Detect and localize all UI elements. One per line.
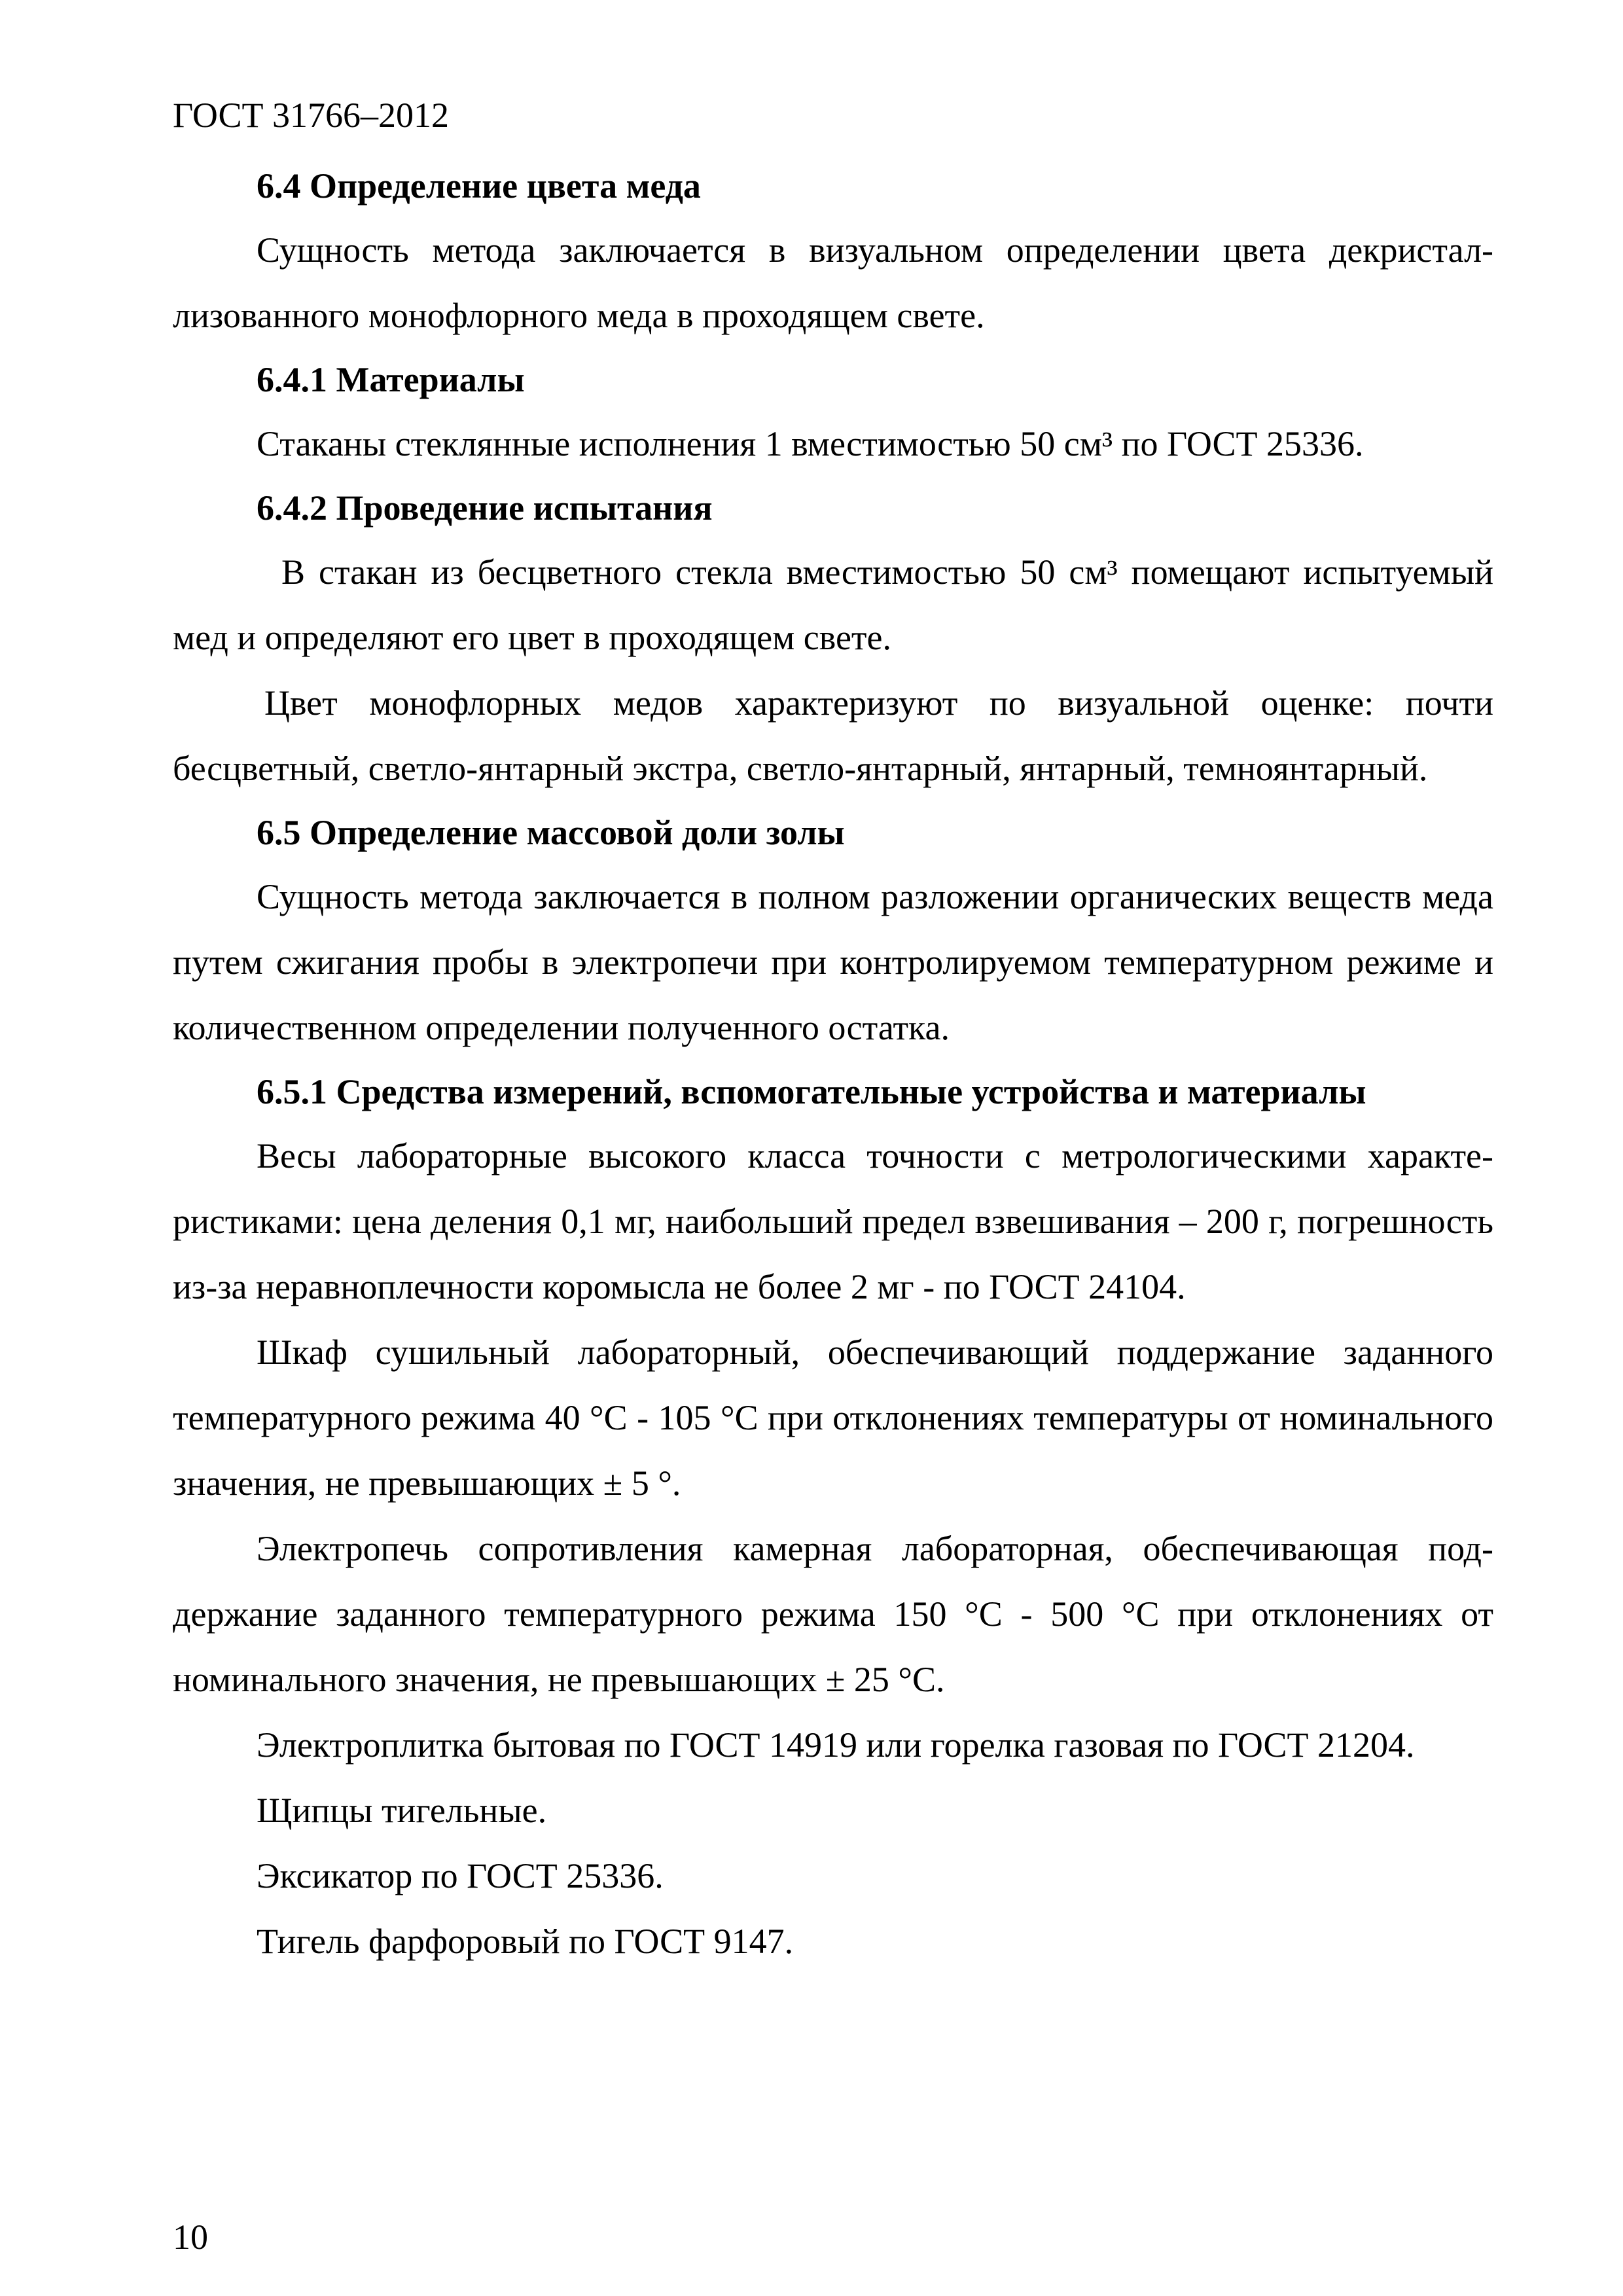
paragraph-desiccator: Эксикатор по ГОСТ 25336. bbox=[257, 1856, 664, 1895]
paragraph-6-4-2-procedure: В стакан из бесцветного стекла вместимостью 50 см³ помещают испытуемый мед и определяют его цвет в проходящем свете. bbox=[173, 552, 1493, 657]
document-body bbox=[173, 154, 1493, 1974]
paragraph-6-5-method: Сущность метода заключается в полном разложении органических веществ меда путем сжигания пробы в электропечи при контролируемом температурном режиме и количественном определении полученного остатка. bbox=[173, 877, 1493, 1047]
section-heading-6-4-1: 6.4.1 Материалы bbox=[257, 360, 525, 399]
paragraph-6-4-1-materials: Стаканы стеклянные исполнения 1 вместимостью 50 см³ по ГОСТ 25336. bbox=[257, 424, 1364, 463]
paragraph-drying-cabinet: Шкаф сушильный лабораторный, обеспечивающий поддержание заданного температурного режима 40 °С - 105 °С при отклонениях температуры от номинального значения, не превышающих ± 5 °. bbox=[173, 1333, 1493, 1503]
section-heading-6-5: 6.5 Определение массовой доли золы bbox=[257, 813, 845, 852]
paragraph-6-4-method: Сущность метода заключается в визуальном определении цвета декристаллизованного монофлорного меда в проходящем свете. bbox=[173, 230, 1493, 335]
paragraph-6-4-2-colors: Цвет монофлорных медов характеризуют по визуальной оценке: почти бесцветный, светло-янтарный экстра, светло-янтарный, янтарный, темноянтарный. bbox=[173, 683, 1493, 788]
section-heading-6-4: 6.4 Определение цвета меда bbox=[257, 166, 701, 206]
paragraph-muffle-furnace: Электропечь сопротивления камерная лабораторная, обеспечивающая поддержание заданного температурного режима 150 °С - 500 °С при отклонениях от номинального значения, не превышающих ± 25 °С. bbox=[173, 1529, 1493, 1699]
paragraph-scales: Весы лабораторные высокого класса точности с метрологическими характеристиками: цена деления 0,1 мг, наибольший предел взвешивания – 200 г, погрешность из-за неравноплечности коромысла не более 2 мг - по ГОСТ 24104. bbox=[173, 1136, 1493, 1306]
section-heading-6-5-1: 6.5.1 Средства измерений, вспомогательные устройства и материалы bbox=[257, 1072, 1366, 1111]
paragraph-crucible: Тигель фарфоровый по ГОСТ 9147. bbox=[257, 1922, 794, 1961]
document-code: ГОСТ 31766–2012 bbox=[173, 96, 450, 135]
page-number: 10 bbox=[173, 2217, 208, 2257]
section-heading-6-4-2: 6.4.2 Проведение испытания bbox=[257, 488, 713, 528]
paragraph-tongs: Щипцы тигельные. bbox=[257, 1791, 547, 1830]
paragraph-hotplate: Электроплитка бытовая по ГОСТ 14919 или горелка газовая по ГОСТ 21204. bbox=[257, 1725, 1415, 1765]
